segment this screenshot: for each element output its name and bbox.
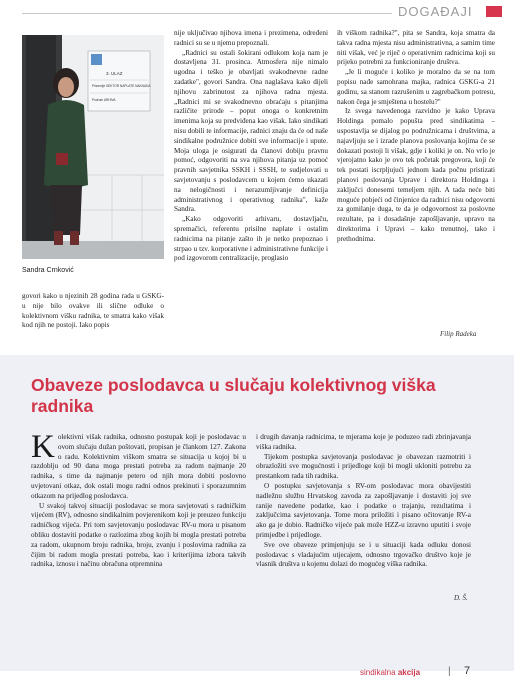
header-rule <box>22 13 392 14</box>
footer-brand-regular: sindikalna <box>360 668 398 677</box>
box-column-2 <box>256 433 471 570</box>
paragraph: govori kako u njezinih 28 godina rada u GSKG-u nije bilo ovakve ili slične odluke o kolektivnom višku radnika, te smatra kako višak kod njih ne postoji. Iako popis <box>22 292 164 330</box>
sign-line-1: 3. ULAZ <box>106 71 123 76</box>
article-photo <box>22 35 164 259</box>
photo-caption: Sandra Crnković <box>22 267 74 274</box>
article-column-1 <box>22 292 164 331</box>
paragraph: „Radnici su ostali šokirani odlukom koja nam je dostavljena 31. prosinca. Atmosfera nije nimalo ugodna i teško je obavljati svakodnevne radne zadatke", govori Sandra. Ona naglašava kako dijeli njihovu zabrinutost za njihova radna mjesta. „Radnici mi se svakodnevno obraćaju s pitanjima različite prirode – poput onoga o konkretnim imenima koja su predviđena kao višak. Iako sindikati nisu dobili te informacije, radnici znaju da će od naše sindikalne podružnice dobiti sve informacije i upute. Moja uloga je osigurati da članovi dobiju pravnu pomoć, odgovoriti na sva njihova pitanja uz pomoć pravnih savjetnika SSKH i SSSH, te sudjelovati u savjetovanju s poslodavcem u kojem ćemo ukazati na nelogičnosti i nerazumljivanje definicija administrativnog i operativnog radnika", kaže Sandra. <box>174 48 328 214</box>
paragraph: „Je li moguće i koliko je moralno da se na tom popisu nađe samohrana majka, radnica GSKG-a 21 godinu, sa stanom razrušenim u zagrebačkom potresu, nakon čega je smještena u hostelu?" <box>337 68 495 106</box>
paragraph: U svakoj takvoj situaciji poslodavac se mora savjetovati s radničkim vijećem (RV), odnosno sindikalnim povjerenikom koji je preuzeo funkciju radničkog vijeća. Pri tom savjetovanju poslodavac RV-u mora u pisanom obliku dostaviti podatke o razlozima zbog kojih bi mogla prestati potreba za radom, ukupnom broju radnika, broju, zvanju i poslovima radnika za čijim bi radom mogla prestati potreba, kao i kriterijima izbora takvih radnika, iznosu i načinu obračuna otpremnina <box>31 501 246 569</box>
paragraph: Iz svega navedenoga razvidno je kako Uprava Holdinga pomalo popušta pred sindikatima – uspostavlja se dijalog po podružnicama i društvima, a najavljuju se i izrade planova poslovanja kojima će se dokazati postoji li višak, gdje i koliki je on. No vrlo je vjerojatno kako je ovo tek početak pregovora, koji će tek postati iscrpljujući jednom kada počnu pristizati planovi poslovanja Uprave i direktora Holdinga i zaključci donesemi temeljem njih. A tada neće biti moguće pobjeći od činjenice da radnici nisu odgovorni za gomilanje duga, te da je odgovornost za poslovne rezultate, pa i dosadašnje zapošljavanje, upravo na direktorima i Upravi – kako trenutnoj, tako i prethodnima. <box>337 107 495 243</box>
page-number: 7 <box>464 665 471 677</box>
footer-separator: | <box>448 666 451 677</box>
paragraph: O postupku savjetovanja s RV-om poslodavac mora obavijestiti nadležnu službu Hrvatskog zavoda za zapošljavanje i dostaviti joj sve ranije navedene podatke, kao i podatke o trajanju, rezultatima i zaključcima savjetovanja. Tome mora priložiti i pisano očitovanje RV-a ako ga je dobio. Radničko vijeće pak može HZZ-u izravno uputiti i svoje primjedbe i prijedloge. <box>256 481 471 539</box>
section-marker <box>486 6 502 17</box>
box-author: D. Š. <box>454 594 468 602</box>
article-column-3 <box>337 29 495 245</box>
paragraph <box>31 429 246 502</box>
box-column-1 <box>31 429 246 570</box>
paragraph: i drugih davanja radnicima, te mjerama koje je poduzeo radi zbrinjavanja viška radnika. <box>256 433 471 451</box>
paragraph: Sve ove obaveze primjenjuju se i u situaciji kada odluku donosi poslodavac s vladajućim utjecajem, odnosno trgovačko društvo koje je vlasnik društva u kojemu dolazi do mogućeg viška radnika. <box>256 540 471 569</box>
paragraph-text: olektivni višak radnika, odnosno postupak koji je poslodavac u ovom slučaju dužan poštovati, propisan je člankom 127. Zakona o radu. Kolektivnim viškom smatra se situacija u kojoj bi u razdoblju od 90 dana moga prestati potreba za radom najmanje 20 radnika, s time da najmanje petero od njih mora dobiti poslovno uvjetovani otkaz, dok ostali mogu radni odnos prekinuti i sporazumnim otkazom na prijedlog poslodavca. <box>31 433 246 500</box>
sign-line-3: Podrum ARHIVA <box>92 98 116 102</box>
paragraph: nije uključivao njihova imena i prezimena, određeni radnici su se u njemu prepoznali. <box>174 29 328 47</box>
footer-brand <box>360 668 420 677</box>
drop-cap: K <box>31 429 55 465</box>
paragraph: Tijekom postupka savjetovanja poslodavac je obavezan razmotriti i obrazložiti sve mogućnosti i prijedloge koji bi mogli ukloniti potrebu za prestankom rada tih radnika. <box>256 452 471 481</box>
footer-brand-bold: akcija <box>397 668 421 677</box>
box-title: Obaveze poslodavca u slučaju kolektivnog viška radnika <box>31 375 436 416</box>
paragraph: ih viškom radnika?", pita se Sandra, koja smatra da takva radna mjesta nisu administrativna, a samim time niti višak, već je riječ o operativnim radnicima koji su prijeko potrebni za funkcioniranje društva. <box>337 29 495 67</box>
article-author: Filip Radeka <box>440 330 477 338</box>
sign-line-2: Prizemlje SEKTOR NAPLATE NAKNADA <box>92 84 151 88</box>
section-label: DOGAĐAJI <box>398 4 473 19</box>
paragraph: „Kako odgovoriti arhivaru, dostavljaču, spremačici, referentu prisilne naplate i ostalim radnicima na pitanje zašto ih je netko prepoznao i strpao u tzv. korporativne i administrativne funkcije i pod izgovorom centralizacije, proglasio <box>174 215 328 263</box>
article-column-2 <box>174 29 328 264</box>
